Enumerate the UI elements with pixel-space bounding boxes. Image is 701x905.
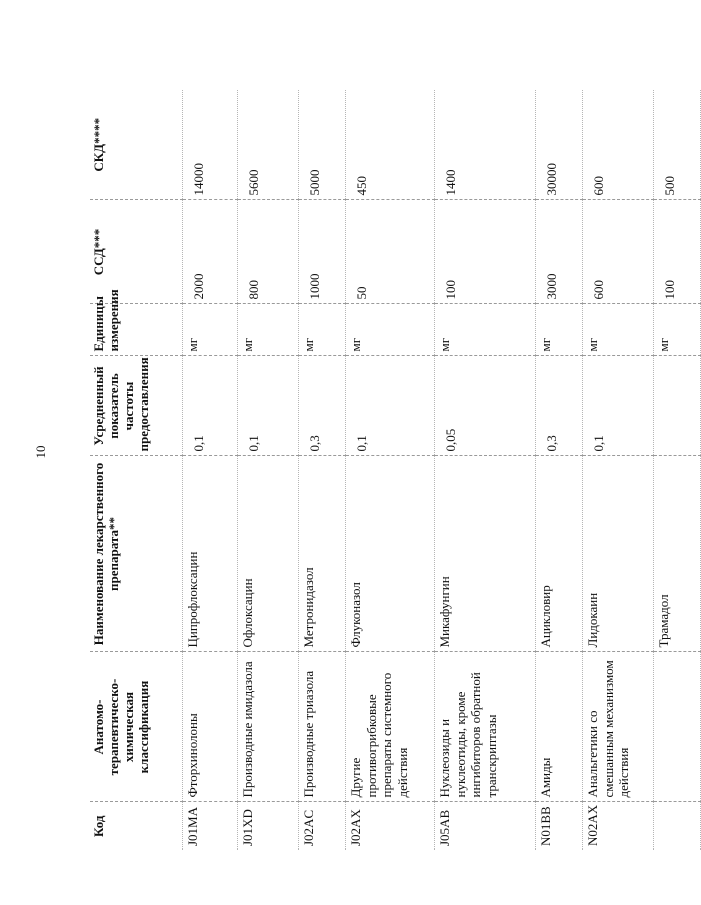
cell-unit: мг [299,304,346,356]
cell-code: J02AC [299,802,346,850]
cell-code: J01XD [238,802,299,850]
cell-drug: Ципрофлоксацин [183,456,238,652]
table-row [654,90,701,850]
cell-atc: Фторхинолоны [183,652,238,802]
cell-unit: мг [654,304,701,356]
cell-skd: 5600 [238,90,299,200]
cell-ssd: 3000 [536,200,583,304]
header-unit: Единицы измерения [90,304,183,356]
cell-skd: 500 [654,90,701,200]
cell-frequency: 0,3 [536,356,583,456]
header-skd: СКД**** [90,90,183,200]
cell-atc: Другие противогрибковые препараты системного действия [346,652,435,802]
cell-drug: Трамадол [654,456,701,652]
cell-atc: Нуклеозиды и нуклеотиды, кроме ингибиторов обратной транскриптазы [435,652,536,802]
cell-code [654,802,701,850]
cell-skd: 30000 [536,90,583,200]
table-row [346,90,435,850]
table-row [238,90,299,850]
header-code: Код [90,802,183,850]
cell-drug: Метронидазол [299,456,346,652]
cell-drug: Офлоксацин [238,456,299,652]
cell-unit: мг [238,304,299,356]
cell-atc: Производные триазола [299,652,346,802]
cell-ssd: 2000 [183,200,238,304]
cell-atc [654,652,701,802]
cell-drug: Микафунгин [435,456,536,652]
header-drug: Наименование лекарственного препарата** [90,456,183,652]
cell-skd: 5000 [299,90,346,200]
cell-frequency: 0,1 [183,356,238,456]
cell-frequency: 0,1 [238,356,299,456]
cell-unit: мг [583,304,654,356]
table-header-row [90,90,183,850]
cell-frequency: 0,1 [346,356,435,456]
cell-drug: Флуконазол [346,456,435,652]
cell-code: J01MA [183,802,238,850]
header-ssd: ССД*** [90,200,183,304]
table-row [183,90,238,850]
cell-unit: мг [435,304,536,356]
drug-table [90,90,701,850]
cell-ssd: 600 [583,200,654,304]
table-row [435,90,536,850]
cell-ssd: 50 [346,200,435,304]
cell-frequency: 0,3 [299,356,346,456]
cell-ssd: 100 [654,200,701,304]
cell-skd: 600 [583,90,654,200]
cell-skd: 1400 [435,90,536,200]
table-row [536,90,583,850]
cell-frequency [654,356,701,456]
cell-ssd: 800 [238,200,299,304]
header-frequency: Усредненный показатель частоты предоставления [90,356,183,456]
cell-atc: Производные имидазола [238,652,299,802]
cell-frequency: 0,05 [435,356,536,456]
cell-code: N01BB [536,802,583,850]
cell-ssd: 1000 [299,200,346,304]
header-atc: Анатомо-терапевтическо-химическая классификация [90,652,183,802]
cell-unit: мг [183,304,238,356]
cell-code: N02AX [583,802,654,850]
page-number: 10 [33,445,48,459]
table-row [583,90,654,850]
table-row [299,90,346,850]
cell-skd: 14000 [183,90,238,200]
cell-atc: Анальгетики со смешанным механизмом действия [583,652,654,802]
cell-atc: Амиды [536,652,583,802]
drug-table-rotated [90,90,677,850]
cell-ssd: 100 [435,200,536,304]
cell-skd: 450 [346,90,435,200]
cell-code: J05AB [435,802,536,850]
cell-frequency: 0,1 [583,356,654,456]
cell-unit: мг [536,304,583,356]
cell-unit: мг [346,304,435,356]
cell-code: J02AX [346,802,435,850]
cell-drug: Ацикловир [536,456,583,652]
cell-drug: Лидокаин [583,456,654,652]
